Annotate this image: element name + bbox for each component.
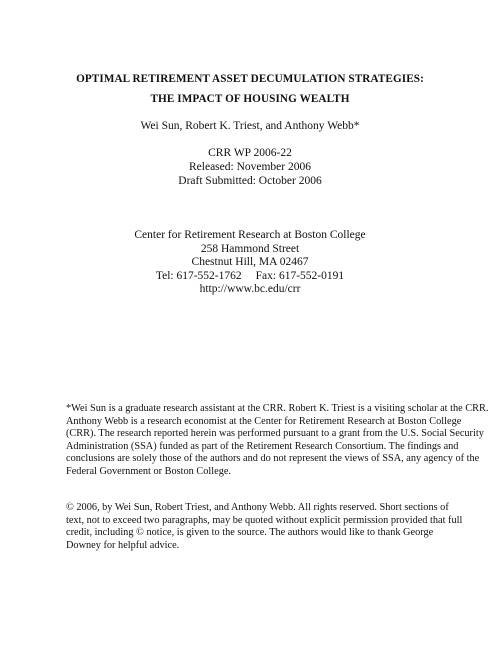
fax: Fax: 617-552-0191: [255, 269, 345, 282]
copyright-notice: [66, 502, 463, 552]
footnote-line: Anthony Webb is a research economist at the Center for Retirement Research at Boston College: [66, 415, 462, 427]
release-date: Released: November 2006: [189, 161, 311, 173]
paper-title-line-2: THE IMPACT OF HOUSING WEALTH: [150, 93, 350, 105]
footnote-line: conclusions are solely those of the authors and do not represent the views of SSA, any agency of the: [66, 453, 480, 465]
footnote-line: (CRR). The research reported herein was performed pursuant to a grant from the U.S. Social Security: [66, 428, 484, 440]
copyright-line: © 2006, by Wei Sun, Robert Triest, and Anthony Webb. All rights reserved. Short sections of: [66, 502, 449, 513]
submission-date: Draft Submitted: October 2006: [178, 175, 322, 187]
copyright-line: Downey for helpful advice.: [66, 539, 180, 551]
address-block: [0, 229, 500, 297]
copyright-line: credit, including © notice, is given to the source. The authors would like to thank George: [66, 527, 434, 539]
paper-title-line-1: OPTIMAL RETIREMENT ASSET DECUMULATION STRATEGIES:: [76, 73, 424, 85]
working-paper-number: CRR WP 2006-22: [208, 147, 292, 159]
copyright-line: text, not to exceed two paragraphs, may be quoted without explicit permission provided that full: [66, 514, 463, 526]
phone-fax-line: [0, 270, 500, 284]
organization-name: Center for Retirement Research at Boston College: [134, 229, 366, 241]
author-footnote: [66, 403, 489, 479]
website-url: http://www.bc.edu/crr: [199, 283, 301, 296]
footnote-line: Administration (SSA) funded as part of the Retirement Research Consortium. The findings and: [66, 440, 459, 452]
footnote-line: Federal Government or Boston College.: [66, 465, 232, 477]
city-state-zip: Chestnut Hill, MA 02467: [191, 256, 309, 269]
telephone: Tel: 617-552-1762: [155, 269, 242, 282]
street-address: 258 Hammond Street: [200, 242, 300, 255]
author-list: Wei Sun, Robert K. Triest, and Anthony Webb*: [140, 120, 360, 132]
footnote-line: *Wei Sun is a graduate research assistant at the CRR. Robert K. Triest is a visiting scholar at the CRR.: [66, 403, 489, 414]
